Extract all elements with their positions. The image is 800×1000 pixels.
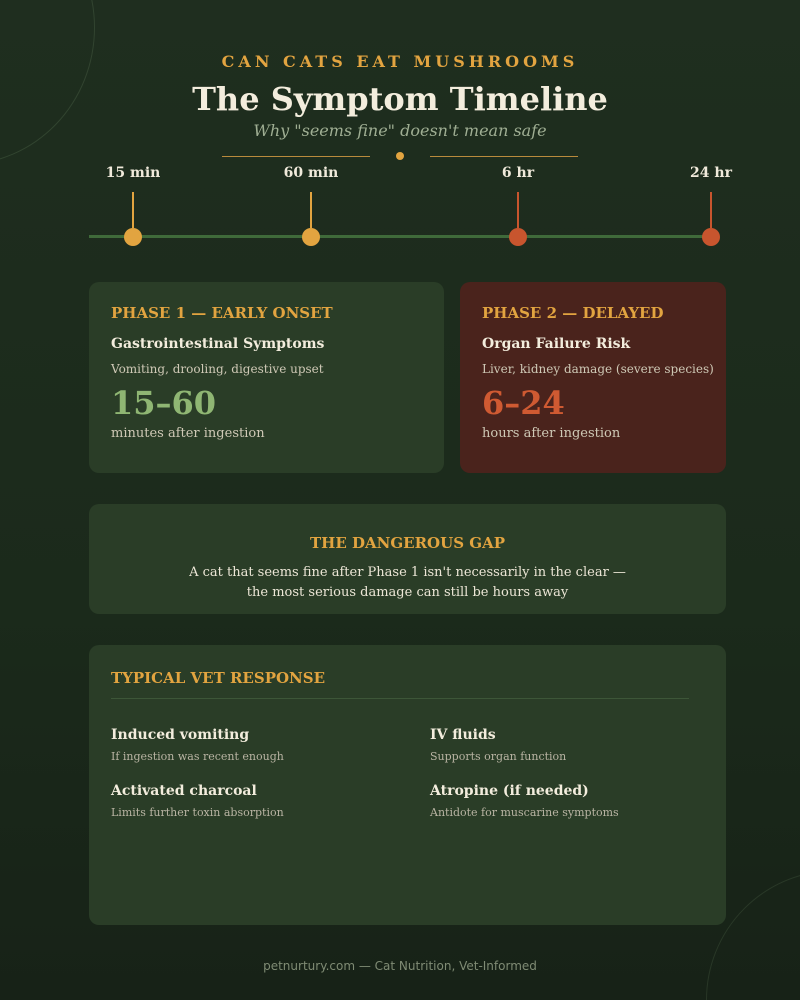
vet-item-desc: If ingestion was recent enough	[111, 750, 284, 763]
vet-heading: TYPICAL VET RESPONSE	[111, 669, 326, 687]
phase1-heading: PHASE 1 — EARLY ONSET	[111, 304, 333, 322]
phase2-range: 6–24	[482, 384, 565, 422]
vet-item-title: IV fluids	[430, 727, 496, 743]
dangerous-gap-card	[89, 504, 726, 614]
phase2-heading: PHASE 2 — DELAYED	[482, 304, 664, 322]
eyebrow-title: CAN CATS EAT MUSHROOMS	[221, 52, 579, 71]
phase1-unit: minutes after ingestion	[111, 426, 265, 441]
phase1-symptom: Gastrointestinal Symptoms	[111, 336, 325, 352]
timeline-stem-60min	[310, 192, 312, 228]
timeline-track	[89, 235, 719, 238]
phase2-card	[460, 282, 726, 473]
vet-item-title: Activated charcoal	[111, 783, 257, 799]
phase2-unit: hours after ingestion	[482, 426, 621, 441]
gap-text-line2: the most serious damage can still be hours away	[246, 585, 569, 600]
timeline-label-60min: 60 min	[283, 165, 339, 181]
footer-credit: petnurtury.com — Cat Nutrition, Vet-Informed	[263, 959, 537, 973]
timeline-dot-60min	[302, 228, 320, 246]
phase1-card	[89, 282, 444, 473]
timeline-dot-6hr	[509, 228, 527, 246]
timeline-label-6hr: 6 hr	[501, 165, 535, 181]
phase2-symptom: Organ Failure Risk	[482, 336, 631, 352]
timeline-label-15min: 15 min	[105, 165, 161, 181]
page-subtitle: Why "seems fine" doesn't mean safe	[253, 121, 547, 140]
vet-item-desc: Supports organ function	[430, 750, 567, 763]
timeline-label-24hr: 24 hr	[690, 165, 732, 181]
vet-item-title: Induced vomiting	[111, 727, 250, 743]
timeline-stem-15min	[132, 192, 134, 228]
vet-heading-divider	[111, 698, 689, 699]
phase2-description: Liver, kidney damage (severe species)	[482, 362, 714, 376]
timeline-dot-24hr	[702, 228, 720, 246]
timeline-dot-15min	[124, 228, 142, 246]
phase1-description: Vomiting, drooling, digestive upset	[111, 362, 324, 376]
gap-text-line1: A cat that seems fine after Phase 1 isn't necessarily in the clear —	[189, 565, 626, 580]
title-divider-right	[430, 156, 578, 157]
vet-item-desc: Limits further toxin absorption	[111, 806, 284, 819]
title-divider-left	[222, 156, 370, 157]
gap-heading: THE DANGEROUS GAP	[310, 534, 505, 552]
title-divider-dot	[396, 152, 404, 160]
vet-item-desc: Antidote for muscarine symptoms	[430, 806, 619, 819]
phase1-range: 15–60	[111, 384, 217, 422]
timeline-stem-6hr	[517, 192, 519, 228]
page-title: The Symptom Timeline	[192, 80, 608, 118]
vet-response-card	[89, 645, 726, 925]
timeline-stem-24hr	[710, 192, 712, 228]
vet-item-title: Atropine (if needed)	[430, 783, 589, 799]
